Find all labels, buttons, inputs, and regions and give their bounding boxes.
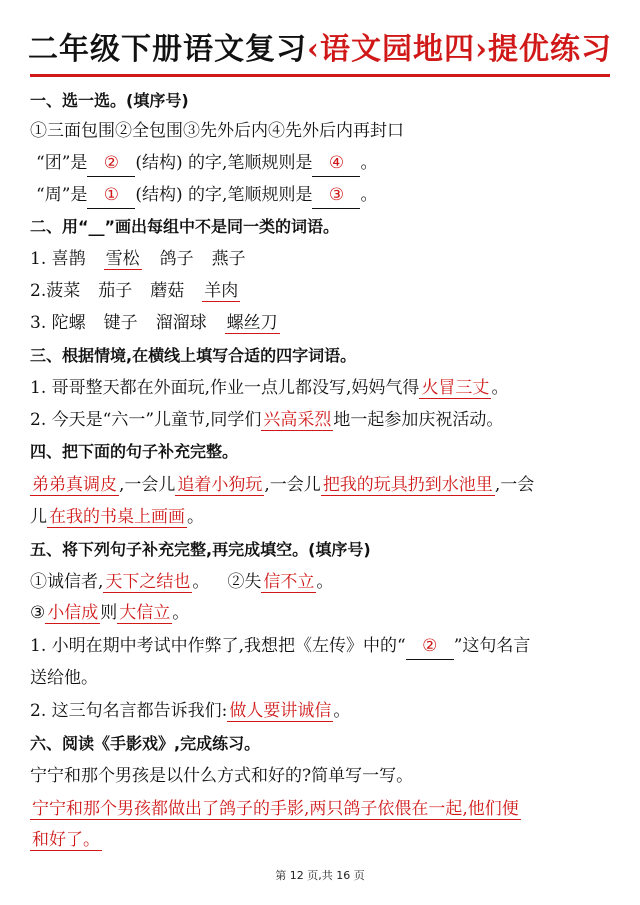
title-underline	[30, 74, 610, 77]
word-row-1: 1. 喜鹊 雪松 鸽子 燕子	[30, 249, 246, 269]
answer-blank: ③	[312, 182, 360, 209]
section-4-heading: 四、把下面的句子补充完整。	[30, 442, 239, 461]
title-red: ‹语文园地四›提优练习	[307, 32, 612, 67]
word-row-2: 2.菠菜 茄子 蘑菇 羊肉	[30, 281, 239, 301]
section-2-heading: 二、用“__”画出每组中不是同一类的词语。	[30, 217, 340, 236]
underlined-word: 雪松	[105, 249, 140, 269]
answer-text: 火冒三丈	[421, 378, 490, 398]
section-5-question-1-cont: 送给他。	[30, 668, 98, 688]
section-5-line-1: ①诚信者, 天下之结也 。 ②失 信不立 。	[30, 572, 334, 592]
word-row-3: 3. 陀螺 键子 溜溜球 螺丝刀	[30, 313, 278, 333]
section-3-question-2: 2. 今天是“六一”儿童节,同学们 兴高采烈 地一起参加庆祝活动。	[30, 410, 504, 430]
page-title	[0, 24, 640, 68]
answer-blank: ②	[87, 150, 135, 177]
answer-blank: ①	[87, 182, 135, 209]
section-5-line-2: ③ 小信成 则 大信立 。	[30, 603, 190, 623]
answer-text: 兴高采烈	[263, 410, 332, 430]
underlined-word: 螺丝刀	[226, 313, 278, 333]
section-6-heading: 六、阅读《手影戏》,完成练习。	[30, 734, 261, 753]
title-black: 二年级下册语文复习	[28, 32, 307, 67]
section-3-heading: 三、根据情境,在横线上填写合适的四字词语。	[30, 346, 357, 365]
section-4-answer-line-2: 儿 在我的书桌上画画 。	[30, 507, 204, 527]
section-1-heading: 一、选一选。(填序号)	[30, 91, 189, 110]
section-3-question-1: 1. 哥哥整天都在外面玩,作业一点儿都没写,妈妈气得 火冒三丈 。	[30, 378, 509, 398]
section-6-question: 宁宁和那个男孩是以什么方式和好的?简单写一写。	[30, 766, 414, 786]
section-6-answer-line-2: 和好了。	[32, 830, 100, 850]
section-4-answer-line-1: 弟弟真调皮 ,一会儿 追着小狗玩 ,一会儿 把我的玩具扔到水池里 ,一会	[32, 475, 535, 495]
answer-blank: ②	[406, 633, 454, 660]
page-footer: 第 12 页,共 16 页	[275, 869, 365, 882]
section-1-question-2: “周”是 ① (结构) 的字,笔顺规则是 ③ 。	[36, 182, 626, 209]
section-6-answer-line-1: 宁宁和那个男孩都做出了鸽子的手影,两只鸽子依偎在一起,他们便	[32, 799, 519, 819]
underlined-word: 羊肉	[204, 281, 239, 301]
section-1-question-1: “团”是 ② (结构) 的字,笔顺规则是 ④ 。	[36, 150, 626, 177]
answer-blank: ④	[312, 150, 360, 177]
answer-text: 做人要讲诚信	[229, 701, 332, 721]
section-1-options: ①三面包围②全包围③先外后内④先外后内再封口	[30, 121, 404, 141]
section-5-question-1: 1. 小明在期中考试中作弊了,我想把《左传》中的“ ② ”这句名言	[30, 633, 620, 660]
section-5-question-2: 2. 这三句名言都告诉我们: 做人要讲诚信 。	[30, 701, 351, 721]
section-5-heading: 五、将下列句子补充完整,再完成填空。(填序号)	[30, 540, 371, 559]
